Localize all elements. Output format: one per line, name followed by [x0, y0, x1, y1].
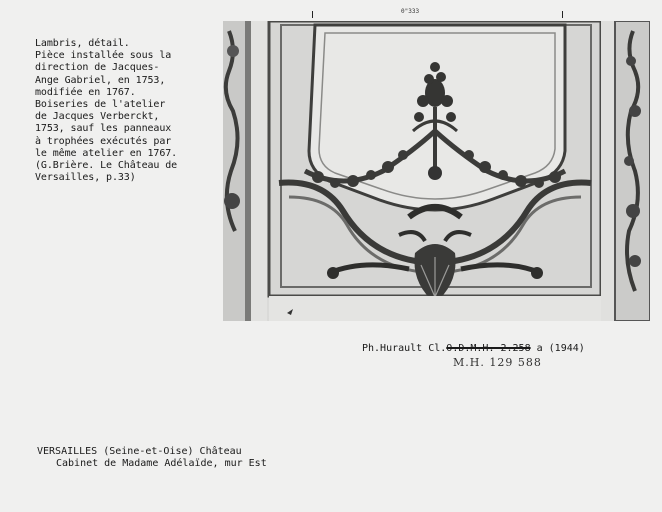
location-line-1: VERSAILLES (Seine-et-Oise) Château — [37, 446, 242, 457]
caption-line: Lambris, détail. — [35, 38, 130, 49]
caption-line: à trophées exécutés par — [35, 135, 172, 147]
crop-mark — [562, 11, 563, 18]
handwritten-number: M.H. 129 588 — [453, 356, 542, 369]
panel-illustration — [223, 21, 650, 321]
caption-line: (G.Brière. Le Château de — [35, 160, 178, 172]
caption-line: 1753, sauf les panneaux — [35, 123, 172, 135]
credit-struck-ref: O.D.M.H. 2.258 — [446, 343, 531, 354]
crop-mark — [312, 11, 313, 18]
location-label — [37, 446, 267, 470]
caption-line: de Jacques Verberckt, — [35, 111, 160, 123]
credit-prefix: Ph.Hurault Cl. — [362, 343, 447, 354]
credit-suffix: a (1944) — [530, 343, 585, 354]
caption-line: Pièce installée sous la — [35, 50, 172, 62]
caption-line: modifiée en 1767. — [35, 86, 136, 98]
photo-credit — [362, 343, 585, 354]
caption-line: le même atelier en 1767. — [35, 147, 178, 159]
photo-reference-mark: 0"333 — [401, 8, 420, 15]
caption-text — [35, 38, 210, 184]
location-line-2: Cabinet de Madame Adélaïde, mur Est — [56, 458, 267, 469]
carved-panel-photo — [223, 21, 650, 321]
caption-line: Boiseries de l'atelier — [35, 99, 166, 111]
caption-line: Ange Gabriel, en 1753, — [35, 74, 166, 86]
caption-line: Versailles, p.33) — [35, 172, 136, 184]
caption-line: direction de Jacques- — [35, 62, 160, 74]
